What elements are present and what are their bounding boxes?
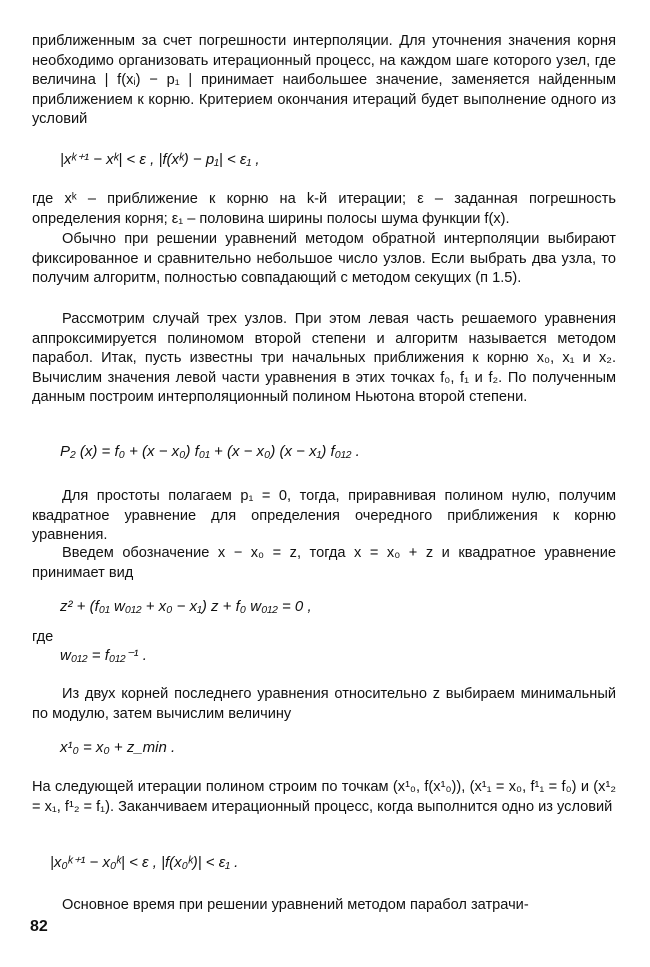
formula-parabola-stop-criteria: |x₀ᵏ⁺¹ − x₀ᵏ| < ε , |f(x₀ᵏ)| < ε₁ . xyxy=(50,854,239,871)
formula-w012: w₀₁₂ = f₀₁₂⁻¹ . xyxy=(60,647,147,664)
formula-x-next: x¹₀ = x₀ + z_min . xyxy=(60,739,176,756)
paragraph-9: Основное время при решении уравнений методом парабол затрачи- xyxy=(62,897,529,913)
paragraph-8: На следующей итерации полином строим по точкам (x¹₀, f(x¹₀)), (x¹₁ = x₀, f¹₁ = f₀) и (x¹₂ = x₁, f¹₂ = f₁). Заканчиваем итерационный процесс, когда выполнится одно из условий xyxy=(32,779,616,815)
paragraph-1: приближенным за счет погрешности интерполяции. Для уточнения значения корня необходимо организовать итерационный процесс, на каждом шаге которого узел, где величина | f(xᵢ) − p₁ | принимает наибольшее значение, заменяется найденным приближением к корню. Критерием окончания итераций будет выполнение одного из условий xyxy=(32,33,616,128)
paragraph-7: Из двух корней последнего уравнения относительно z выбираем минимальный по модулю, затем вычислим величину xyxy=(32,686,616,722)
paragraph-3: Обычно при решении уравнений методом обратной интерполяции выбирают фиксированное и сравнительно небольшое число узлов. Если выбрать два узла, то получим алгоритм, полностью совпадающий с методом секущих (п 1.5). xyxy=(32,231,616,287)
where-label: где xyxy=(32,629,54,645)
formula-quadratic-equation: z² + (f₀₁ w₀₁₂ + x₀ − x₁) z + f₀ w₀₁₂ = 0 , xyxy=(60,598,312,615)
formula-stop-criteria: |xᵏ⁺¹ − xᵏ| < ε , |f(xᵏ) − p₁| < ε₁ , xyxy=(60,151,260,168)
paragraph-2: где xᵏ – приближение к корню на k-й итерации; ε – заданная погрешность определения корня; ε₁ – половина ширины полосы шума функции f(x). xyxy=(32,191,616,227)
paragraph-5: Для простоты полагаем p₁ = 0, тогда, приравнивая полином нулю, получим квадратное уравнение для определения очередного приближения к корню уравнения. xyxy=(32,488,616,544)
paragraph-4: Рассмотрим случай трех узлов. При этом левая часть решаемого уравнения аппроксимируется полиномом второй степени и алгоритм называется методом парабол. Итак, пусть известны три начальных приближения к корню x₀, x₁ и x₂. Вычислим значения левой части уравнения в этих точках f₀, f₁ и f₂. По полученным данным построим интерполяционный полином Ньютона второй степени. xyxy=(32,311,616,406)
paragraph-6: Введем обозначение x − x₀ = z, тогда x = x₀ + z и квадратное уравнение принимает вид xyxy=(32,545,616,581)
formula-newton-polynomial: P₂ (x) = f₀ + (x − x₀) f₀₁ + (x − x₀) (x − x₁) f₀₁₂ . xyxy=(60,443,360,460)
page-number: 82 xyxy=(30,918,48,935)
